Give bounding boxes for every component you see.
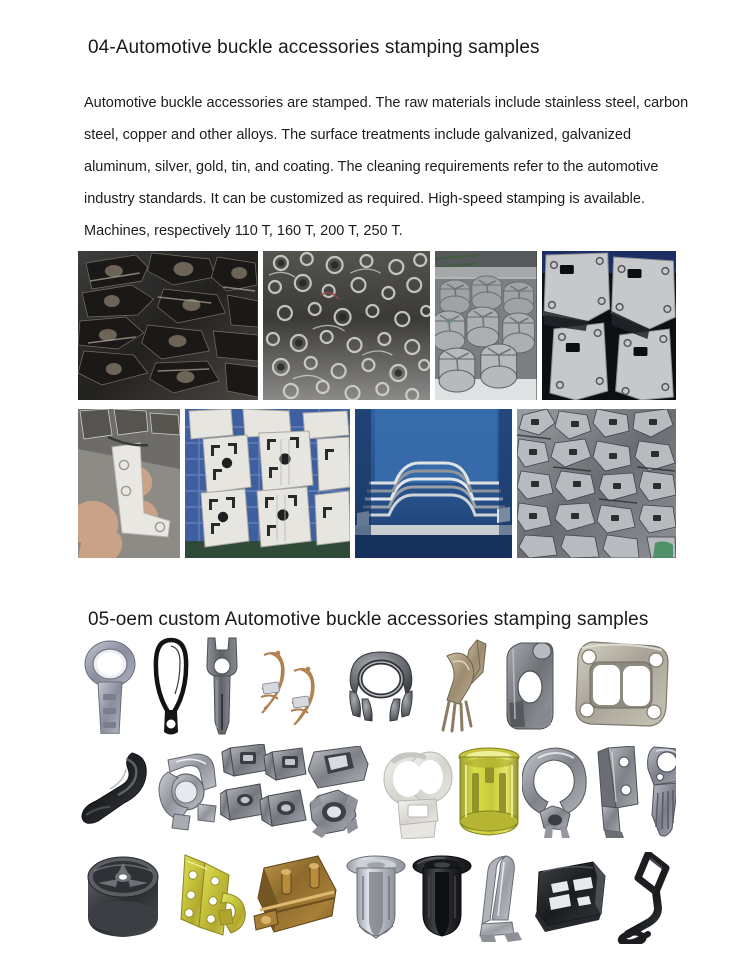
part-black-hook-lever xyxy=(80,742,154,842)
part-copper-wire-spring-clips xyxy=(256,636,330,736)
section-04-heading: 04-Automotive buckle accessories stamping samples xyxy=(88,36,540,58)
part-steel-band-clamp xyxy=(522,742,590,842)
photo-machined-cylindrical-cups-tray xyxy=(435,251,536,400)
part-turbo-flange-gasket xyxy=(572,636,672,736)
part-zinc-collar-clamp xyxy=(154,742,220,842)
part-black-loop-strap-clip xyxy=(153,636,189,736)
part-black-spoked-hub-cup xyxy=(82,848,164,948)
photo-stamped-black-brackets-pile xyxy=(78,251,258,400)
part-speed-nut-cluster xyxy=(308,742,380,842)
part-black-slotted-box-clip xyxy=(535,848,609,948)
gallery-row-2 xyxy=(78,740,676,844)
part-white-hose-clamp xyxy=(380,742,456,842)
part-zinc-push-rivet xyxy=(345,848,407,948)
part-u-nut-cage-clips xyxy=(220,742,308,842)
photo-stacked-square-panels-pallet xyxy=(185,409,350,558)
photo-stamped-clips-pile xyxy=(517,409,676,558)
part-forked-blade-bracket xyxy=(203,636,241,736)
photo-curved-metal-strips-blue-machine xyxy=(355,409,512,558)
part-split-ring-retainer xyxy=(344,636,418,736)
photo-grid-row-1 xyxy=(78,251,676,400)
part-spring-blade-clip xyxy=(478,848,530,948)
gallery-row-1 xyxy=(78,634,676,738)
part-ring-eyelet-terminal xyxy=(82,636,138,736)
photo-hand-holding-l-bracket xyxy=(78,409,180,558)
part-keyed-shaft-latch xyxy=(640,742,676,842)
section-05-heading: 05-oem custom Automotive buckle accessories stamping samples xyxy=(88,608,649,630)
product-gallery xyxy=(78,632,676,954)
part-winged-contact-finger xyxy=(433,636,489,736)
photo-stamped-washers-rings-pile xyxy=(263,251,430,400)
part-angle-mount-bracket xyxy=(590,742,640,842)
part-yellow-zinc-perforated-bracket xyxy=(169,848,247,948)
photo-grid-row-2 xyxy=(78,409,676,558)
gallery-row-3 xyxy=(78,846,676,950)
photo-grey-stamped-plates-dark-bin xyxy=(542,251,676,400)
part-brass-bulb-socket-shell xyxy=(456,742,522,842)
part-oval-hole-saddle-clamp xyxy=(503,636,557,736)
part-black-square-loop-hook xyxy=(614,848,672,948)
part-brass-double-stud-plate xyxy=(252,848,340,948)
section-04-paragraph: Automotive buckle accessories are stamped. The raw materials include stainless steel, carbon steel, copper and other alloys. The surface treatments include galvanized, galvanized aluminum, silver, gold, tin, and coating. The cleaning requirements refer to the automotive industry standards. It can be customized as required. High-speed stamping is available. Machines, respectively 110 T, 160 T, 200 T, 250 T. xyxy=(84,94,689,239)
part-black-push-rivet xyxy=(411,848,473,948)
